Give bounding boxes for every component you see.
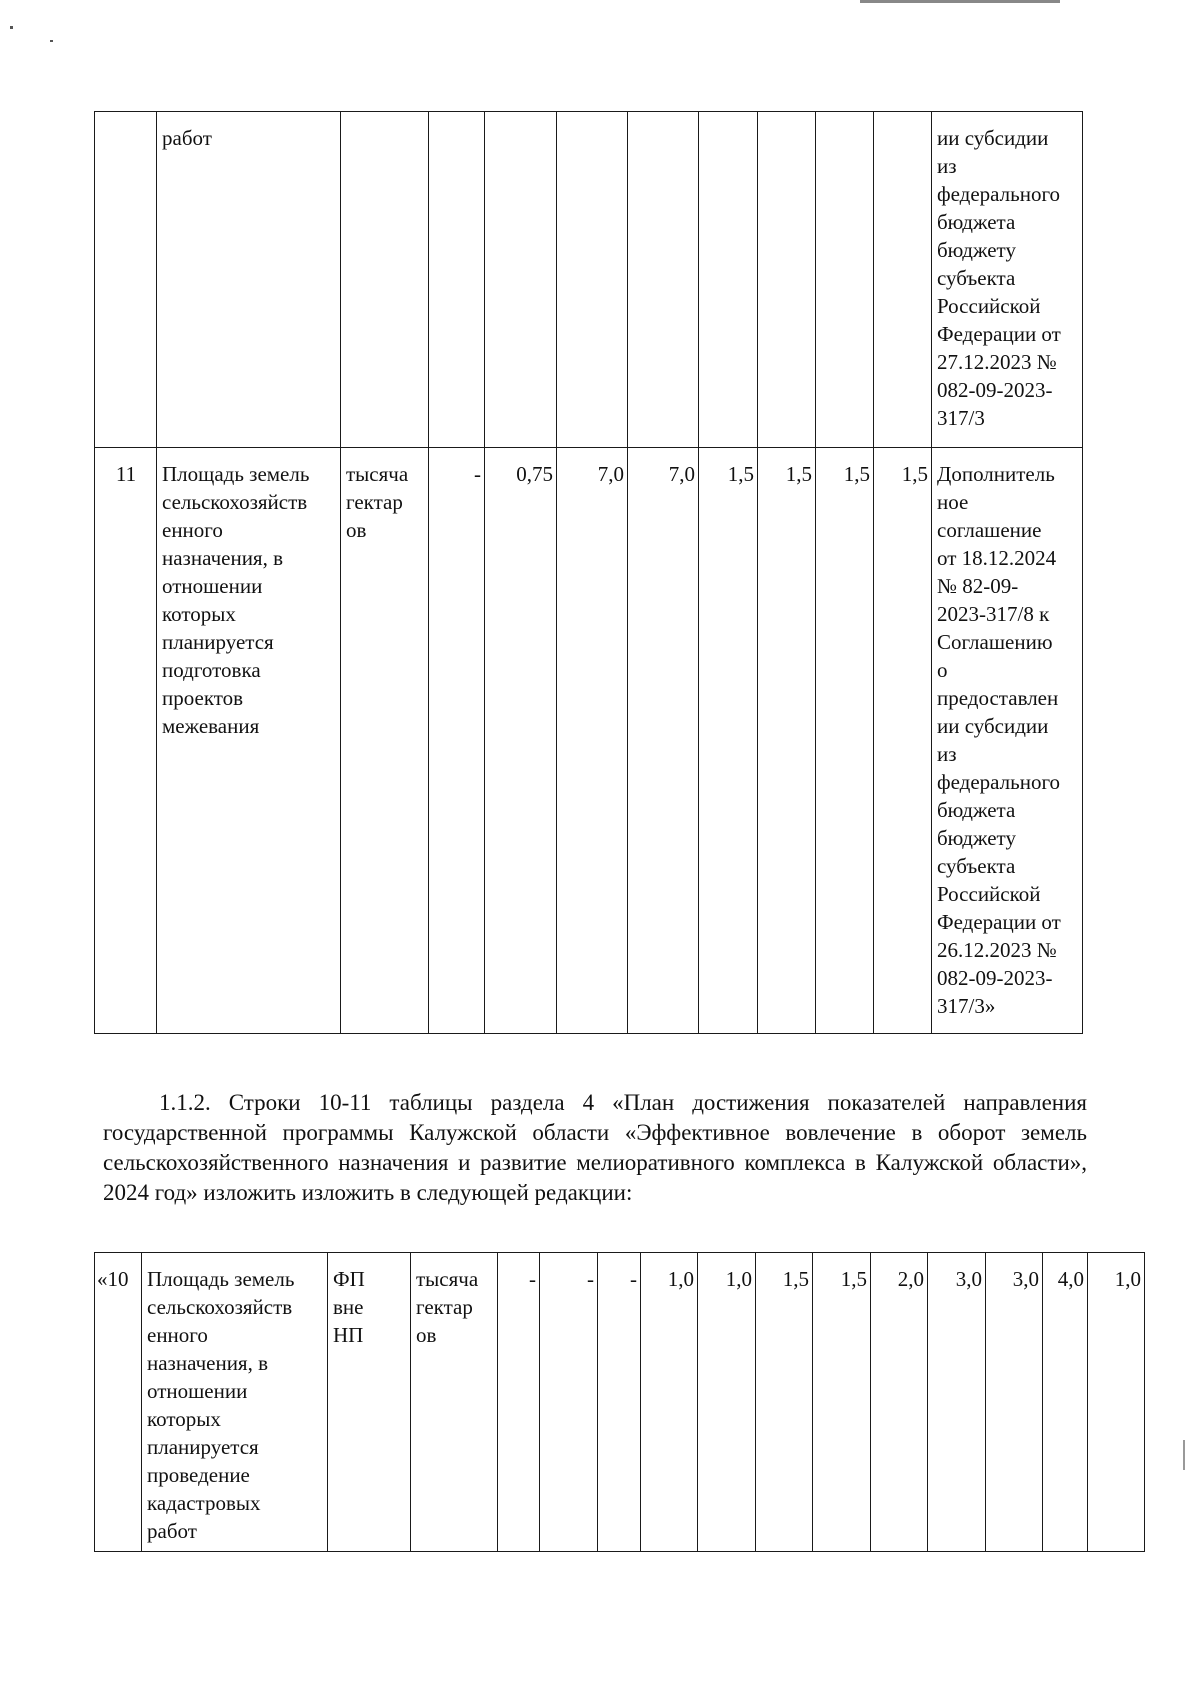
note-cell: ии субсидии из федерального бюджета бюджету субъекта Российской Федерации от 27.12.2023 № 082-09-2023- 317/3 [932,112,1083,448]
value-cell: 4,0 [1043,1253,1088,1552]
value-cell: - [598,1253,641,1552]
value-cell: 7,0 [628,448,699,1034]
value-cell: - [429,448,485,1034]
value-cell: - [498,1253,540,1552]
value-cell [758,112,816,448]
value-cell [557,112,628,448]
table-row [95,112,1083,448]
table-continuation [94,111,1083,1034]
row-number-cell: «10 [95,1253,142,1552]
row-number-cell [95,112,157,448]
value-cell: 1,5 [758,448,816,1034]
value-cell: 3,0 [986,1253,1043,1552]
type-cell: ФП вне НП [328,1253,411,1552]
note-cell: Дополнитель ное соглашение от 18.12.2024 № 82-09- 2023-317/8 к Соглашению о предоставлен ии субсидии из федерального бюджета бюджету субъекта Российской Федерации от 26.12.2023 № 082-09-2023- 317/3» [932,448,1083,1034]
value-cell [874,112,932,448]
value-cell [485,112,557,448]
indicator-name-cell: работ [157,112,341,448]
value-cell: 1,5 [699,448,758,1034]
value-cell: - [540,1253,598,1552]
value-cell: 7,0 [557,448,628,1034]
value-cell: 1,5 [874,448,932,1034]
value-cell: 1,5 [756,1253,813,1552]
value-cell: 1,5 [813,1253,871,1552]
value-cell [628,112,699,448]
scan-speck [50,40,53,42]
unit-cell: тысяча гектар ов [411,1253,498,1552]
value-cell: 1,0 [641,1253,698,1552]
row-number-cell: 11 [95,448,157,1034]
value-cell: 1,0 [698,1253,756,1552]
indicator-name-cell: Площадь земель сельскохозяйств енного назначения, в отношении которых планируется подготовка проектов межевания [157,448,341,1034]
table-row [95,448,1083,1034]
amendment-paragraph: 1.1.2. Строки 10-11 таблицы раздела 4 «План достижения показателей направления государственной программы Калужской области «Эффективное вовлечение в оборот земель сельскохозяйственного назначения и развитие мелиоративного комплекса в Калужской области», 2024 год» изложить изложить в следующей редакции: [103,1090,1087,1205]
indicator-name-cell: Площадь земель сельскохозяйств енного назначения, в отношении которых планируется проведение кадастровых работ [142,1253,328,1552]
unit-cell [341,112,429,448]
scan-speck [1183,1440,1185,1470]
unit-cell: тысяча гектар ов [341,448,429,1034]
value-cell: 2,0 [871,1253,928,1552]
table-replacement [94,1252,1145,1552]
value-cell: 1,5 [816,448,874,1034]
value-cell [429,112,485,448]
scan-speck [860,0,1060,3]
value-cell: 0,75 [485,448,557,1034]
value-cell [699,112,758,448]
table-row [95,1253,1145,1552]
scan-speck [10,26,13,29]
value-cell [816,112,874,448]
value-cell: 1,0 [1088,1253,1145,1552]
value-cell: 3,0 [928,1253,986,1552]
